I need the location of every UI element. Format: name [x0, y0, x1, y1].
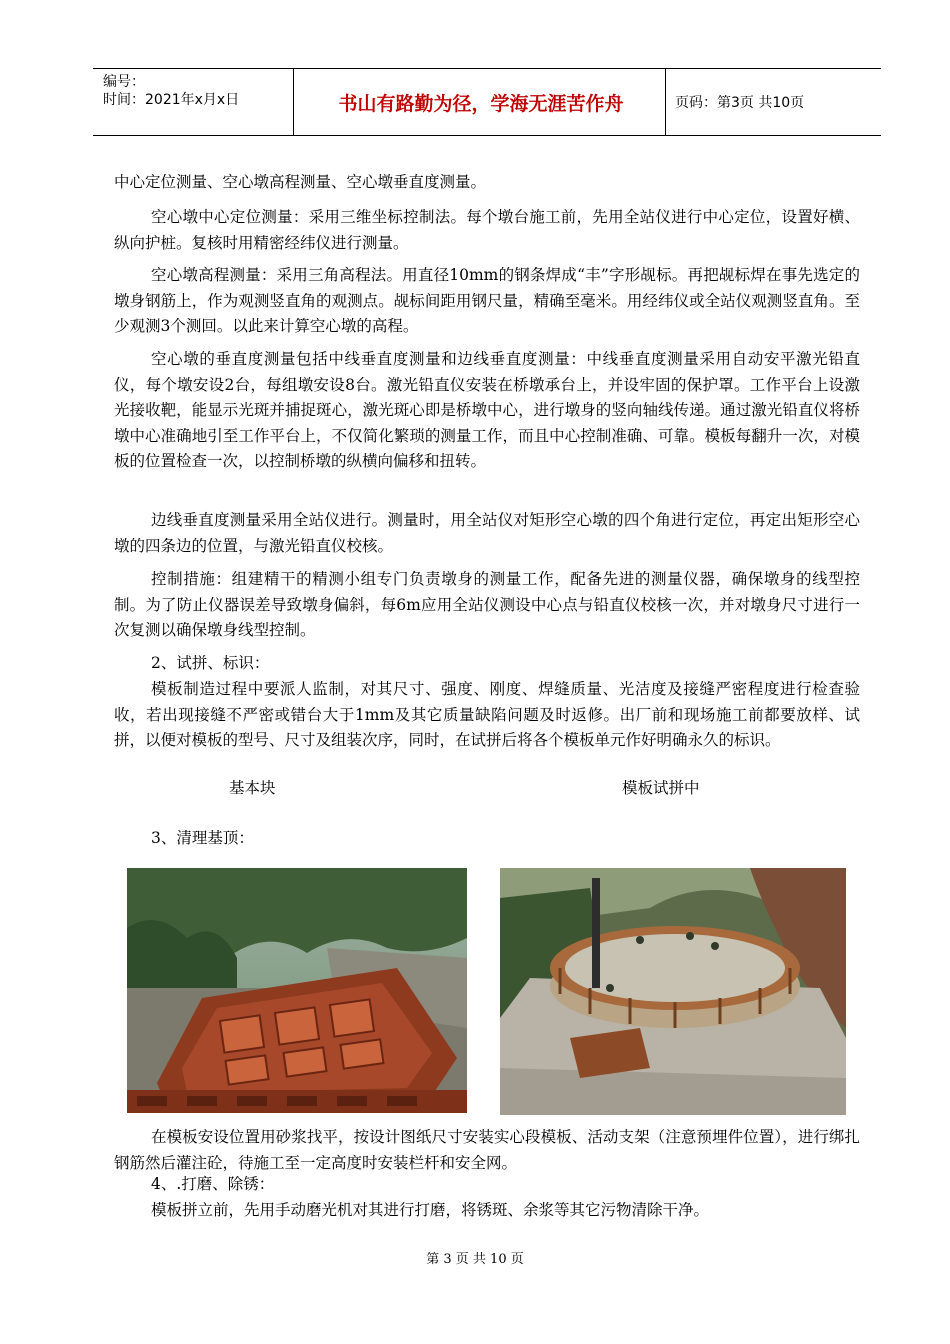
caption-right: 模板试拼中: [622, 779, 700, 797]
paragraph: 模板拼立前，先用手动磨光机对其进行打磨，将锈斑、余浆等其它污物清除干净。: [151, 1201, 710, 1219]
paragraph: 控制措施：组建精干的精测小组专门负责墩身的测量工作，配备先进的测量仪器，确保墩身的线型控制。为了防止仪器误差导致墩身偏斜，每6m应用全站仪测设中心点与铅直仪校核一次，并对墩身尺寸进行一次复测以确保墩身线型控制。: [114, 570, 860, 639]
header-code: 编号：: [103, 74, 145, 90]
page-footer: 第 3 页 共 10 页: [426, 1252, 524, 1267]
paragraph: 边线垂直度测量采用全站仪进行。测量时，用全站仪对矩形空心墩的四个角进行定位，再定出矩形空心墩的四条边的位置，与激光铅直仪校核。: [114, 511, 860, 555]
header-motto: 书山有路勤为径，学海无涯苦作舟: [338, 93, 624, 115]
paragraph: 空心墩中心定位测量：采用三维坐标控制法。每个墩台施工前，先用全站仪进行中心定位，设置好横、纵向护桩。复核时用精密经纬仪进行测量。: [114, 208, 860, 252]
paragraph: 空心墩的垂直度测量包括中线垂直度测量和边线垂直度测量：中线垂直度测量采用自动安平激光铅直仪，每个墩安设2台，每组墩安设8台。激光铅直仪安装在桥墩承台上，并设牢固的保护罩。工作平台上设激光接收靶，能显示光斑并捕捉斑心，激光斑心即是桥墩中心，进行墩身的竖向轴线传递。通过激光铅直仪将桥墩中心准确地引至工作平台上，不仅简化繁琐的测量工作，而且中心控制准确、可靠。模板每翻升一次，对模板的位置检查一次，以控制桥墩的纵横向偏移和扭转。: [114, 350, 860, 470]
paragraph: 中心定位测量、空心墩高程测量、空心墩垂直度测量。: [114, 173, 487, 191]
section-heading: 3、清理基顶：: [151, 829, 254, 847]
header-divider: [293, 69, 294, 135]
circular-formwork-photo: [500, 868, 846, 1115]
section-heading: 2、试拼、标识：: [151, 654, 270, 672]
formwork-panels-image: [127, 868, 467, 1113]
header-page-number: 页码：第3页 共10页: [675, 95, 805, 111]
paragraph: 在模板安设位置用砂浆找平，按设计图纸尺寸安装实心段模板、活动支架（注意预埋件位置），进行绑扎钢筋然后灌注砼，待施工至一定高度时安装栏杆和安全网。: [114, 1128, 860, 1172]
page-header: [93, 68, 881, 136]
paragraph: 模板制造过程中要派人监制，对其尺寸、强度、刚度、焊缝质量、光洁度及接缝严密程度进行检查验收，若出现接缝不严密或错台大于1mm及其它质量缺陷问题及时返修。出厂前和现场施工前都要放样、试拼，以便对模板的型号、尺寸及组装次序，同时，在试拼后将各个模板单元作好明确永久的标识。: [114, 680, 860, 749]
section-heading: 4、.打磨、除锈：: [151, 1175, 275, 1193]
header-time: 时间：2021年x月x日: [103, 92, 240, 108]
formwork-panels-photo: [127, 868, 467, 1113]
paragraph: 空心墩高程测量：采用三角高程法。用直径10mm的钢条焊成“丰”字形觇标。再把觇标焊在事先选定的墩身钢筋上，作为观测竖直角的观测点。觇标间距用钢尺量，精确至毫米。用经纬仪或全站仪观测竖直角。至少观测3个测回。以此来计算空心墩的高程。: [114, 266, 860, 335]
circular-formwork-image: [500, 868, 846, 1115]
caption-left: 基本块: [229, 779, 276, 797]
